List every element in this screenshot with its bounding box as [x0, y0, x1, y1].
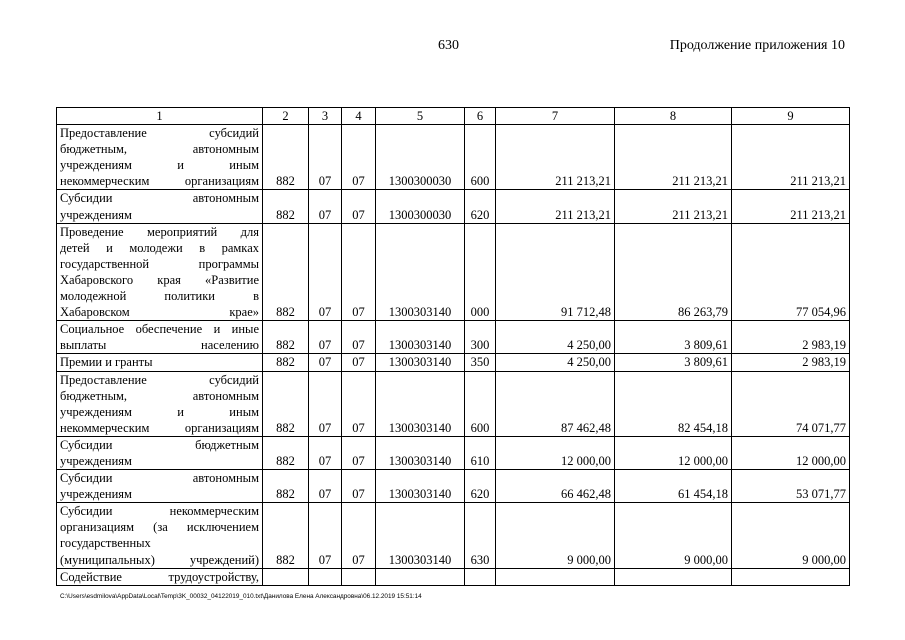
cell-target-code: 1300303140: [376, 503, 465, 568]
cell-target-code: 1300303140: [376, 354, 465, 371]
column-header: 2: [263, 108, 309, 125]
cell-amount-year2: 9 000,00: [615, 503, 732, 568]
column-header: 3: [309, 108, 342, 125]
cell-ved: 882: [263, 125, 309, 190]
item-name-line: Субсидии автономным: [60, 471, 259, 486]
item-name-line: Предоставление субсидий: [60, 372, 259, 387]
cell-expense-type: 620: [465, 470, 496, 503]
cell-subsection: 07: [342, 354, 376, 371]
cell-subsection: 07: [342, 125, 376, 190]
footer-file-path: C:\Users\esdmilova\AppData\Local\Temp\3K_00032_04122019_010.txt\Данилова Елена Александровна\06.12.2019 15:51:14: [60, 593, 422, 600]
cell-target-code: 1300303140: [376, 321, 465, 354]
cell-expense-type: 600: [465, 125, 496, 190]
cell-amount-year1: 87 462,48: [496, 371, 615, 436]
cell-amount-year2: 86 263,79: [615, 223, 732, 321]
cell-subsection: 07: [342, 503, 376, 568]
item-name-line: государственных: [60, 536, 151, 551]
cell-amount-year3: 12 000,00: [732, 436, 850, 469]
cell-subsection: [342, 568, 376, 585]
column-header: 9: [732, 108, 850, 125]
table-row: [57, 223, 850, 321]
cell-ved: 882: [263, 470, 309, 503]
column-header: 6: [465, 108, 496, 125]
cell-item-name: [57, 470, 263, 503]
table-row: [57, 321, 850, 354]
cell-target-code: 1300300030: [376, 190, 465, 223]
item-name-line: организациям (за исключением: [60, 520, 259, 535]
cell-amount-year3: 2 983,19: [732, 321, 850, 354]
item-name-line: Премии и гранты: [60, 355, 153, 370]
cell-amount-year1: 91 712,48: [496, 223, 615, 321]
item-name-line: (муниципальных) учреждений): [60, 552, 259, 567]
item-name-line: учреждениям: [60, 207, 132, 222]
cell-amount-year1: 211 213,21: [496, 190, 615, 223]
cell-subsection: 07: [342, 223, 376, 321]
cell-target-code: 1300300030: [376, 125, 465, 190]
cell-expense-type: 620: [465, 190, 496, 223]
page-number: 630: [438, 38, 459, 53]
table-row: [57, 568, 850, 585]
cell-target-code: 1300303140: [376, 436, 465, 469]
cell-ved: 882: [263, 321, 309, 354]
column-header: 8: [615, 108, 732, 125]
cell-section: 07: [309, 125, 342, 190]
item-name-line: молодежной политики в: [60, 289, 259, 304]
cell-amount-year1: 4 250,00: [496, 354, 615, 371]
cell-amount-year2: 3 809,61: [615, 354, 732, 371]
table-row: [57, 503, 850, 568]
cell-amount-year2: 211 213,21: [615, 190, 732, 223]
cell-ved: [263, 568, 309, 585]
cell-amount-year1: 66 462,48: [496, 470, 615, 503]
cell-amount-year3: 211 213,21: [732, 190, 850, 223]
cell-item-name: [57, 568, 263, 585]
cell-section: [309, 568, 342, 585]
cell-subsection: 07: [342, 436, 376, 469]
cell-expense-type: 600: [465, 371, 496, 436]
cell-target-code: 1300303140: [376, 470, 465, 503]
item-name-line: бюджетным, автономным: [60, 388, 259, 403]
item-name-line: Субсидии автономным: [60, 191, 259, 206]
cell-item-name: [57, 354, 263, 371]
cell-amount-year1: 12 000,00: [496, 436, 615, 469]
item-name-line: учреждениям и иным: [60, 404, 259, 419]
item-name-line: учреждениям и иным: [60, 158, 259, 173]
cell-item-name: [57, 436, 263, 469]
cell-expense-type: 630: [465, 503, 496, 568]
item-name-line: Субсидии бюджетным: [60, 437, 259, 452]
cell-amount-year2: 211 213,21: [615, 125, 732, 190]
cell-section: 07: [309, 190, 342, 223]
cell-amount-year3: 77 054,96: [732, 223, 850, 321]
cell-ved: 882: [263, 190, 309, 223]
cell-amount-year2: 82 454,18: [615, 371, 732, 436]
table-row: [57, 470, 850, 503]
cell-item-name: [57, 503, 263, 568]
item-name-line: Хабаровского края «Развитие: [60, 272, 259, 287]
cell-item-name: [57, 125, 263, 190]
column-header: 1: [57, 108, 263, 125]
table-row: [57, 125, 850, 190]
table-row: [57, 190, 850, 223]
cell-subsection: 07: [342, 190, 376, 223]
table-body: [57, 108, 850, 586]
cell-expense-type: 610: [465, 436, 496, 469]
cell-amount-year3: 211 213,21: [732, 125, 850, 190]
cell-item-name: [57, 321, 263, 354]
cell-ved: 882: [263, 223, 309, 321]
cell-section: 07: [309, 223, 342, 321]
cell-section: 07: [309, 321, 342, 354]
item-name-line: Субсидии некоммерческим: [60, 504, 259, 519]
item-name-line: учреждениям: [60, 487, 132, 502]
cell-ved: 882: [263, 436, 309, 469]
cell-subsection: 07: [342, 371, 376, 436]
cell-amount-year1: 4 250,00: [496, 321, 615, 354]
item-name-line: выплаты населению: [60, 338, 259, 353]
item-name-line: бюджетным, автономным: [60, 142, 259, 157]
table-row: [57, 371, 850, 436]
item-name-line: учреждениям: [60, 453, 132, 468]
cell-expense-type: [465, 568, 496, 585]
table-row: [57, 354, 850, 371]
cell-amount-year1: 9 000,00: [496, 503, 615, 568]
cell-section: 07: [309, 354, 342, 371]
cell-amount-year2: [615, 568, 732, 585]
cell-ved: 882: [263, 503, 309, 568]
cell-subsection: 07: [342, 470, 376, 503]
cell-target-code: 1300303140: [376, 223, 465, 321]
cell-item-name: [57, 190, 263, 223]
cell-ved: 882: [263, 354, 309, 371]
item-name-line: Проведение мероприятий для: [60, 224, 259, 239]
column-header: 7: [496, 108, 615, 125]
cell-item-name: [57, 371, 263, 436]
item-name-line: Предоставление субсидий: [60, 126, 259, 141]
cell-amount-year3: [732, 568, 850, 585]
cell-section: 07: [309, 371, 342, 436]
cell-amount-year3: 2 983,19: [732, 354, 850, 371]
cell-amount-year2: 3 809,61: [615, 321, 732, 354]
table-row: [57, 436, 850, 469]
page-caption: Продолжение приложения 10: [669, 38, 845, 53]
item-name-line: некоммерческим организациям: [60, 420, 259, 435]
cell-amount-year2: 12 000,00: [615, 436, 732, 469]
cell-expense-type: 300: [465, 321, 496, 354]
cell-expense-type: 350: [465, 354, 496, 371]
cell-subsection: 07: [342, 321, 376, 354]
cell-item-name: [57, 223, 263, 321]
budget-table: [56, 107, 850, 586]
cell-expense-type: 000: [465, 223, 496, 321]
cell-section: 07: [309, 470, 342, 503]
cell-section: 07: [309, 503, 342, 568]
table-header-row: [57, 108, 850, 125]
cell-amount-year3: 74 071,77: [732, 371, 850, 436]
item-name-line: некоммерческим организациям: [60, 174, 259, 189]
item-name-line: государственной программы: [60, 256, 259, 271]
cell-amount-year2: 61 454,18: [615, 470, 732, 503]
column-header: 4: [342, 108, 376, 125]
cell-ved: 882: [263, 371, 309, 436]
cell-amount-year3: 9 000,00: [732, 503, 850, 568]
item-name-line: Социальное обеспечение и иные: [60, 322, 259, 337]
cell-section: 07: [309, 436, 342, 469]
item-name-line: Содействие трудоустройству,: [60, 569, 259, 584]
cell-target-code: [376, 568, 465, 585]
cell-amount-year1: [496, 568, 615, 585]
item-name-line: детей и молодежи в рамках: [60, 240, 259, 255]
column-header: 5: [376, 108, 465, 125]
cell-target-code: 1300303140: [376, 371, 465, 436]
cell-amount-year1: 211 213,21: [496, 125, 615, 190]
item-name-line: Хабаровском крае»: [60, 305, 259, 320]
cell-amount-year3: 53 071,77: [732, 470, 850, 503]
